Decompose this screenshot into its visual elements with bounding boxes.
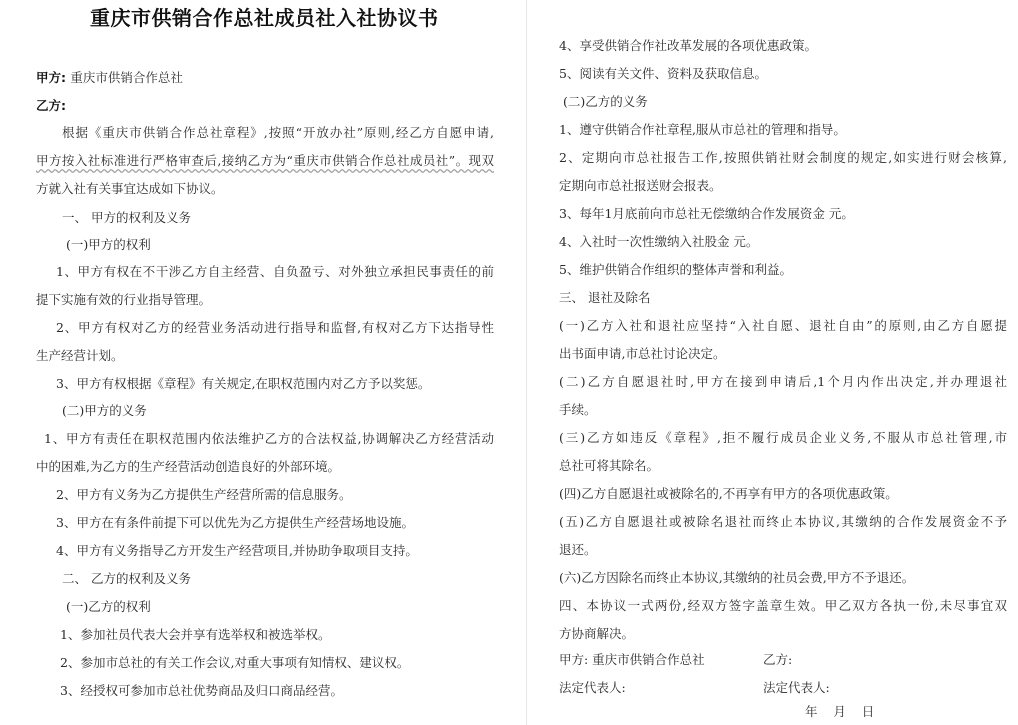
subsection-b-rights: (一)乙方的权利 bbox=[66, 599, 151, 614]
clause-line: 2、参加市总社的有关工作会议,对重大事项有知情权、建议权。 bbox=[60, 655, 410, 670]
clause-line: 5、维护供销合作组织的整体声誉和利益。 bbox=[559, 262, 792, 277]
clause-line: 3、每年1月底前向市总社无偿缴纳合作发展资金 元。 bbox=[559, 206, 854, 221]
clause-line: 生产经营计划。 bbox=[36, 348, 124, 363]
clause-line: 5、阅读有关文件、资料及获取信息。 bbox=[559, 66, 767, 81]
section-2-heading: 二、 乙方的权利及义务 bbox=[62, 571, 191, 586]
clause-line: 2、甲方有义务为乙方提供生产经营所需的信息服务。 bbox=[56, 487, 352, 502]
clause-line: (三)乙方如违反《章程》,拒不履行成员企业义务,不服从市总社管理,市 bbox=[559, 430, 1007, 445]
party-a-label: 甲方: bbox=[36, 70, 66, 85]
clause-line: 1、参加社员代表大会并享有选举权和被选举权。 bbox=[60, 627, 331, 642]
clause-line: 1、甲方有权在不干涉乙方自主经营、自负盈亏、对外独立承担民事责任的前 bbox=[56, 264, 494, 279]
section-3-heading: 三、 退社及除名 bbox=[559, 290, 651, 305]
subsection-a-duties: (二)甲方的义务 bbox=[62, 403, 147, 418]
intro-line-1: 根据《重庆市供销合作总社章程》,按照“开放办社”原则,经乙方自愿申请, bbox=[62, 125, 494, 140]
clause-line: 中的困难,为乙方的生产经营活动创造良好的外部环境。 bbox=[36, 459, 340, 474]
signature-party-b: 乙方: bbox=[763, 652, 793, 667]
clause-line: 1、遵守供销合作社章程,服从市总社的管理和指导。 bbox=[559, 122, 846, 137]
subsection-b-duties: (二)乙方的义务 bbox=[563, 94, 648, 109]
clause-line: (五)乙方自愿退社或被除名退社而终止本协议,其缴纳的合作发展资金不予 bbox=[559, 514, 1007, 529]
document-title: 重庆市供销合作总社成员社入社协议书 bbox=[90, 6, 439, 30]
clause-line: 定期向市总社报送财会报表。 bbox=[559, 178, 722, 193]
clause-line: 2、定期向市总社报告工作,按照供销社财会制度的规定,如实进行财会核算, bbox=[559, 150, 1007, 165]
clause-line: 2、甲方有权对乙方的经营业务活动进行指导和监督,有权对乙方下达指导性 bbox=[56, 320, 494, 335]
clause-line: 手续。 bbox=[559, 402, 597, 417]
signature-rep-b: 法定代表人: bbox=[763, 680, 830, 695]
party-a-line bbox=[36, 70, 183, 86]
section-1-heading: 一、 甲方的权利及义务 bbox=[62, 210, 191, 225]
party-b-label: 乙方: bbox=[36, 98, 66, 113]
column-divider bbox=[526, 0, 527, 725]
clause-line: 出书面申请,市总社讨论决定。 bbox=[559, 346, 726, 361]
clause-line: 总社可将其除名。 bbox=[559, 458, 660, 473]
clause-line: (六)乙方因除名而终止本协议,其缴纳的社员会费,甲方不予退还。 bbox=[559, 570, 915, 585]
clause-line: 4、入社时一次性缴纳入社股金 元。 bbox=[559, 234, 759, 249]
clause-line: 退还。 bbox=[559, 542, 597, 557]
signature-party-a: 甲方: 重庆市供销合作总社 bbox=[559, 652, 705, 667]
clause-line: 4、甲方有义务指导乙方开发生产经营项目,并协助争取项目支持。 bbox=[56, 543, 418, 558]
clause-line: 3、甲方在有条件前提下可以优先为乙方提供生产经营场地设施。 bbox=[56, 515, 414, 530]
intro-line-2: 甲方按入社标准进行严格审查后,接纳乙方为“重庆市供销合作总社成员社”。现双 bbox=[36, 153, 494, 168]
clause-line: (四)乙方自愿退社或被除名的,不再享有甲方的各项优惠政策。 bbox=[559, 486, 898, 501]
clause-line: 1、甲方有责任在职权范围内依法维护乙方的合法权益,协调解决乙方经营活动 bbox=[44, 431, 494, 446]
signature-rep-a: 法定代表人: bbox=[559, 680, 626, 695]
signature-date: 年 月 日 bbox=[805, 704, 875, 719]
clause-line: (一)乙方入社和退社应坚持“入社自愿、退社自由”的原则,由乙方自愿提 bbox=[559, 318, 1007, 333]
clause-line: (二)乙方自愿退社时,甲方在接到申请后,1个月内作出决定,并办理退社 bbox=[559, 374, 1007, 389]
clause-line: 3、甲方有权根据《章程》有关规定,在职权范围内对乙方予以奖惩。 bbox=[56, 376, 431, 391]
intro-line-3: 方就入社有关事宜达成如下协议。 bbox=[36, 181, 224, 196]
clause-line: 提下实施有效的行业指导管理。 bbox=[36, 292, 212, 307]
clause-line: 4、享受供销合作社改革发展的各项优惠政策。 bbox=[559, 38, 817, 53]
clause-line: 3、经授权可参加市总社优势商品及归口商品经营。 bbox=[60, 683, 343, 698]
subsection-a-rights: (一)甲方的权利 bbox=[66, 237, 151, 252]
party-a-value: 重庆市供销合作总社 bbox=[70, 70, 183, 85]
section-4-line: 四、本协议一式两份,经双方签字盖章生效。甲乙双方各执一份,未尽事宜双 bbox=[559, 598, 1007, 613]
section-4-line: 方协商解决。 bbox=[559, 626, 635, 641]
